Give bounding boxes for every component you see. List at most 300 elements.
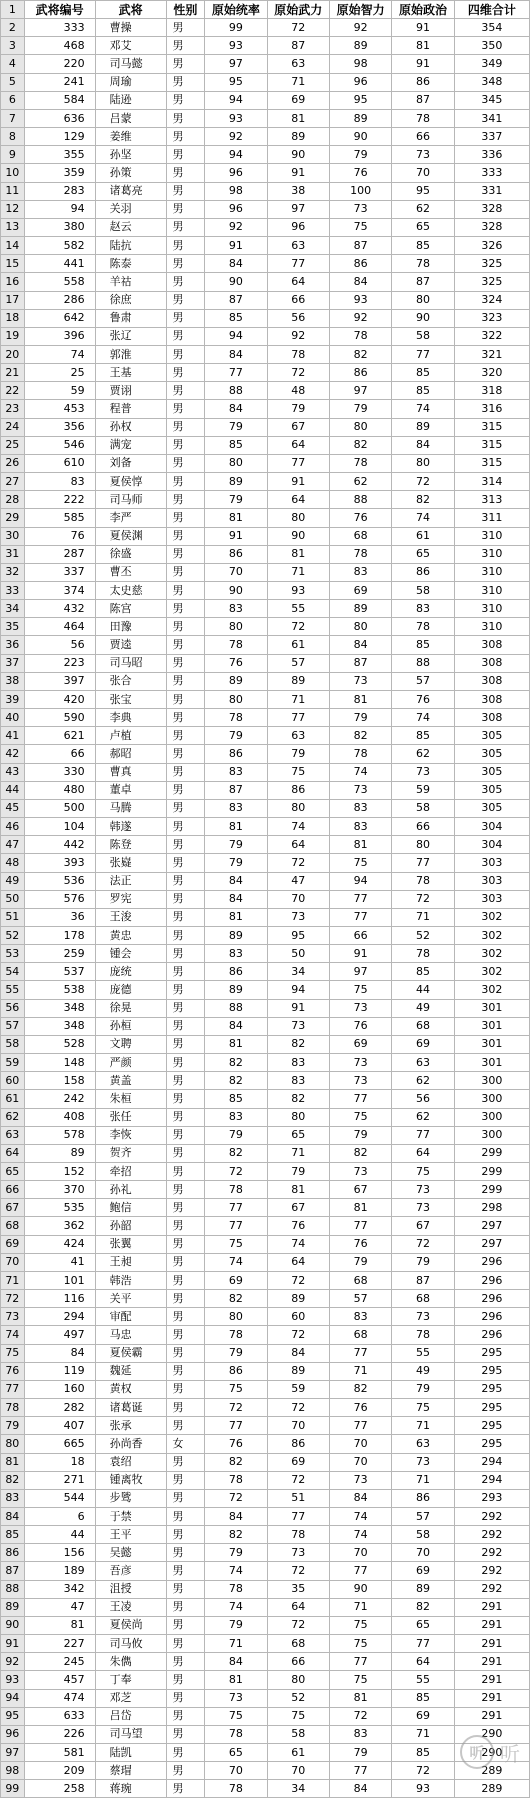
- cell-total[interactable]: 348: [454, 73, 529, 91]
- cell-total[interactable]: 310: [454, 600, 529, 618]
- cell-intellect[interactable]: 75: [329, 1616, 391, 1634]
- cell-total[interactable]: 303: [454, 854, 529, 872]
- cell-force[interactable]: 72: [267, 19, 329, 37]
- cell-intellect[interactable]: 73: [329, 200, 391, 218]
- cell-name[interactable]: 吕蒙: [95, 109, 166, 127]
- row-number[interactable]: 50: [1, 890, 25, 908]
- cell-gender[interactable]: 男: [166, 1417, 205, 1435]
- cell-total[interactable]: 296: [454, 1290, 529, 1308]
- cell-force[interactable]: 64: [267, 273, 329, 291]
- cell-total[interactable]: 291: [454, 1598, 529, 1616]
- cell-force[interactable]: 50: [267, 945, 329, 963]
- cell-gender[interactable]: 男: [166, 1707, 205, 1725]
- cell-id[interactable]: 538: [24, 981, 95, 999]
- cell-intellect[interactable]: 73: [329, 1163, 391, 1181]
- cell-politics[interactable]: 76: [392, 690, 454, 708]
- cell-total[interactable]: 295: [454, 1362, 529, 1380]
- cell-total[interactable]: 337: [454, 128, 529, 146]
- row-number[interactable]: 9: [1, 146, 25, 164]
- row-number[interactable]: 69: [1, 1235, 25, 1253]
- cell-name[interactable]: 于禁: [95, 1507, 166, 1525]
- cell-id[interactable]: 101: [24, 1271, 95, 1289]
- row-number[interactable]: 37: [1, 654, 25, 672]
- cell-id[interactable]: 610: [24, 454, 95, 472]
- cell-intellect[interactable]: 84: [329, 1489, 391, 1507]
- row-number[interactable]: 22: [1, 382, 25, 400]
- row-number[interactable]: 56: [1, 999, 25, 1017]
- cell-gender[interactable]: 男: [166, 1671, 205, 1689]
- row-number[interactable]: 16: [1, 273, 25, 291]
- cell-gender[interactable]: 男: [166, 73, 205, 91]
- cell-name[interactable]: 张辽: [95, 327, 166, 345]
- cell-command[interactable]: 95: [205, 73, 267, 91]
- cell-politics[interactable]: 95: [392, 182, 454, 200]
- cell-name[interactable]: 朱桓: [95, 1090, 166, 1108]
- cell-gender[interactable]: 男: [166, 218, 205, 236]
- cell-force[interactable]: 77: [267, 454, 329, 472]
- cell-politics[interactable]: 80: [392, 454, 454, 472]
- cell-command[interactable]: 78: [205, 1725, 267, 1743]
- cell-intellect[interactable]: 87: [329, 237, 391, 255]
- cell-politics[interactable]: 68: [392, 1290, 454, 1308]
- cell-name[interactable]: 徐盛: [95, 545, 166, 563]
- cell-name[interactable]: 韩浩: [95, 1271, 166, 1289]
- cell-total[interactable]: 295: [454, 1399, 529, 1417]
- row-number[interactable]: 94: [1, 1689, 25, 1707]
- cell-total[interactable]: 299: [454, 1163, 529, 1181]
- row-number[interactable]: 19: [1, 327, 25, 345]
- cell-total[interactable]: 324: [454, 291, 529, 309]
- cell-command[interactable]: 78: [205, 1580, 267, 1598]
- cell-name[interactable]: 邓芝: [95, 1689, 166, 1707]
- cell-id[interactable]: 584: [24, 91, 95, 109]
- row-number[interactable]: 44: [1, 781, 25, 799]
- cell-politics[interactable]: 88: [392, 654, 454, 672]
- cell-intellect[interactable]: 80: [329, 418, 391, 436]
- cell-force[interactable]: 72: [267, 1399, 329, 1417]
- cell-intellect[interactable]: 73: [329, 1072, 391, 1090]
- cell-name[interactable]: 蔡瑁: [95, 1762, 166, 1780]
- row-number[interactable]: 27: [1, 473, 25, 491]
- cell-gender[interactable]: 男: [166, 491, 205, 509]
- cell-force[interactable]: 73: [267, 908, 329, 926]
- cell-id[interactable]: 178: [24, 926, 95, 944]
- cell-name[interactable]: 王浚: [95, 908, 166, 926]
- cell-name[interactable]: 卢植: [95, 727, 166, 745]
- cell-name[interactable]: 曹操: [95, 19, 166, 37]
- cell-id[interactable]: 420: [24, 690, 95, 708]
- cell-command[interactable]: 79: [205, 1344, 267, 1362]
- cell-intellect[interactable]: 73: [329, 1471, 391, 1489]
- cell-name[interactable]: 牵招: [95, 1163, 166, 1181]
- cell-id[interactable]: 160: [24, 1380, 95, 1398]
- cell-command[interactable]: 70: [205, 563, 267, 581]
- cell-intellect[interactable]: 68: [329, 527, 391, 545]
- cell-intellect[interactable]: 72: [329, 1707, 391, 1725]
- cell-politics[interactable]: 86: [392, 73, 454, 91]
- cell-total[interactable]: 301: [454, 1035, 529, 1053]
- cell-name[interactable]: 法正: [95, 872, 166, 890]
- cell-id[interactable]: 282: [24, 1399, 95, 1417]
- cell-politics[interactable]: 70: [392, 1544, 454, 1562]
- cell-intellect[interactable]: 69: [329, 1035, 391, 1053]
- cell-id[interactable]: 578: [24, 1126, 95, 1144]
- row-number[interactable]: 18: [1, 309, 25, 327]
- cell-politics[interactable]: 73: [392, 1453, 454, 1471]
- cell-command[interactable]: 88: [205, 382, 267, 400]
- cell-name[interactable]: 庞德: [95, 981, 166, 999]
- cell-id[interactable]: 457: [24, 1671, 95, 1689]
- cell-name[interactable]: 孙策: [95, 164, 166, 182]
- cell-intellect[interactable]: 79: [329, 1253, 391, 1271]
- row-number[interactable]: 73: [1, 1308, 25, 1326]
- cell-command[interactable]: 84: [205, 1653, 267, 1671]
- cell-gender[interactable]: 男: [166, 345, 205, 363]
- cell-politics[interactable]: 85: [392, 963, 454, 981]
- cell-politics[interactable]: 71: [392, 1417, 454, 1435]
- cell-force[interactable]: 72: [267, 364, 329, 382]
- cell-command[interactable]: 75: [205, 1380, 267, 1398]
- cell-id[interactable]: 585: [24, 509, 95, 527]
- row-number[interactable]: 13: [1, 218, 25, 236]
- cell-gender[interactable]: 男: [166, 454, 205, 472]
- cell-id[interactable]: 500: [24, 799, 95, 817]
- cell-intellect[interactable]: 77: [329, 1653, 391, 1671]
- cell-gender[interactable]: 男: [166, 146, 205, 164]
- cell-command[interactable]: 93: [205, 109, 267, 127]
- cell-politics[interactable]: 78: [392, 872, 454, 890]
- row-number[interactable]: 76: [1, 1362, 25, 1380]
- cell-command[interactable]: 97: [205, 55, 267, 73]
- cell-command[interactable]: 79: [205, 1126, 267, 1144]
- cell-force[interactable]: 75: [267, 763, 329, 781]
- cell-politics[interactable]: 58: [392, 799, 454, 817]
- cell-id[interactable]: 536: [24, 872, 95, 890]
- cell-gender[interactable]: 男: [166, 182, 205, 200]
- cell-intellect[interactable]: 96: [329, 73, 391, 91]
- cell-name[interactable]: 张宝: [95, 690, 166, 708]
- cell-force[interactable]: 67: [267, 418, 329, 436]
- cell-gender[interactable]: 男: [166, 55, 205, 73]
- cell-intellect[interactable]: 62: [329, 473, 391, 491]
- cell-intellect[interactable]: 70: [329, 1544, 391, 1562]
- cell-gender[interactable]: 男: [166, 1635, 205, 1653]
- row-number[interactable]: 75: [1, 1344, 25, 1362]
- cell-id[interactable]: 558: [24, 273, 95, 291]
- cell-intellect[interactable]: 82: [329, 727, 391, 745]
- cell-gender[interactable]: 男: [166, 872, 205, 890]
- cell-gender[interactable]: 男: [166, 1689, 205, 1707]
- cell-name[interactable]: 张任: [95, 1108, 166, 1126]
- cell-intellect[interactable]: 78: [329, 545, 391, 563]
- cell-id[interactable]: 226: [24, 1725, 95, 1743]
- cell-politics[interactable]: 61: [392, 527, 454, 545]
- cell-name[interactable]: 李恢: [95, 1126, 166, 1144]
- row-number[interactable]: 66: [1, 1181, 25, 1199]
- cell-force[interactable]: 83: [267, 1054, 329, 1072]
- cell-force[interactable]: 65: [267, 1126, 329, 1144]
- cell-name[interactable]: 沮授: [95, 1580, 166, 1598]
- cell-politics[interactable]: 86: [392, 563, 454, 581]
- cell-total[interactable]: 310: [454, 618, 529, 636]
- cell-force[interactable]: 63: [267, 55, 329, 73]
- cell-gender[interactable]: 男: [166, 908, 205, 926]
- cell-intellect[interactable]: 79: [329, 1744, 391, 1762]
- row-number[interactable]: 24: [1, 418, 25, 436]
- cell-politics[interactable]: 64: [392, 1144, 454, 1162]
- cell-gender[interactable]: 男: [166, 1072, 205, 1090]
- cell-force[interactable]: 72: [267, 854, 329, 872]
- cell-id[interactable]: 209: [24, 1762, 95, 1780]
- cell-force[interactable]: 73: [267, 1544, 329, 1562]
- cell-total[interactable]: 300: [454, 1090, 529, 1108]
- cell-politics[interactable]: 73: [392, 146, 454, 164]
- cell-total[interactable]: 292: [454, 1507, 529, 1525]
- cell-total[interactable]: 320: [454, 364, 529, 382]
- cell-intellect[interactable]: 69: [329, 582, 391, 600]
- cell-force[interactable]: 97: [267, 200, 329, 218]
- cell-id[interactable]: 18: [24, 1453, 95, 1471]
- cell-id[interactable]: 94: [24, 200, 95, 218]
- cell-command[interactable]: 86: [205, 745, 267, 763]
- cell-name[interactable]: 徐晃: [95, 999, 166, 1017]
- column-header[interactable]: 原始统率: [205, 1, 267, 19]
- cell-force[interactable]: 64: [267, 1253, 329, 1271]
- cell-id[interactable]: 84: [24, 1344, 95, 1362]
- cell-command[interactable]: 77: [205, 364, 267, 382]
- cell-politics[interactable]: 69: [392, 1035, 454, 1053]
- cell-force[interactable]: 71: [267, 73, 329, 91]
- cell-id[interactable]: 633: [24, 1707, 95, 1725]
- cell-gender[interactable]: 男: [166, 582, 205, 600]
- cell-gender[interactable]: 男: [166, 1235, 205, 1253]
- cell-gender[interactable]: 男: [166, 1181, 205, 1199]
- cell-intellect[interactable]: 79: [329, 146, 391, 164]
- cell-id[interactable]: 156: [24, 1544, 95, 1562]
- cell-gender[interactable]: 男: [166, 273, 205, 291]
- cell-total[interactable]: 300: [454, 1072, 529, 1090]
- cell-name[interactable]: 李典: [95, 709, 166, 727]
- cell-politics[interactable]: 62: [392, 200, 454, 218]
- cell-command[interactable]: 94: [205, 327, 267, 345]
- cell-id[interactable]: 330: [24, 763, 95, 781]
- cell-politics[interactable]: 55: [392, 1671, 454, 1689]
- cell-command[interactable]: 70: [205, 1762, 267, 1780]
- row-number[interactable]: 88: [1, 1580, 25, 1598]
- cell-id[interactable]: 621: [24, 727, 95, 745]
- cell-force[interactable]: 72: [267, 618, 329, 636]
- cell-total[interactable]: 328: [454, 200, 529, 218]
- cell-id[interactable]: 222: [24, 491, 95, 509]
- cell-name[interactable]: 步骘: [95, 1489, 166, 1507]
- column-header[interactable]: 原始智力: [329, 1, 391, 19]
- cell-total[interactable]: 295: [454, 1417, 529, 1435]
- cell-force[interactable]: 71: [267, 563, 329, 581]
- cell-name[interactable]: 王昶: [95, 1253, 166, 1271]
- cell-command[interactable]: 80: [205, 1308, 267, 1326]
- cell-total[interactable]: 301: [454, 999, 529, 1017]
- cell-politics[interactable]: 80: [392, 836, 454, 854]
- cell-command[interactable]: 84: [205, 1507, 267, 1525]
- cell-id[interactable]: 283: [24, 182, 95, 200]
- cell-command[interactable]: 86: [205, 963, 267, 981]
- cell-name[interactable]: 蒋琬: [95, 1780, 166, 1798]
- cell-command[interactable]: 81: [205, 818, 267, 836]
- cell-total[interactable]: 291: [454, 1653, 529, 1671]
- cell-name[interactable]: 司马昭: [95, 654, 166, 672]
- cell-intellect[interactable]: 75: [329, 218, 391, 236]
- cell-name[interactable]: 诸葛诞: [95, 1399, 166, 1417]
- cell-total[interactable]: 314: [454, 473, 529, 491]
- cell-force[interactable]: 76: [267, 1217, 329, 1235]
- cell-force[interactable]: 80: [267, 509, 329, 527]
- cell-politics[interactable]: 71: [392, 908, 454, 926]
- cell-gender[interactable]: 男: [166, 200, 205, 218]
- cell-command[interactable]: 98: [205, 182, 267, 200]
- cell-name[interactable]: 韩遂: [95, 818, 166, 836]
- cell-name[interactable]: 孙权: [95, 418, 166, 436]
- cell-gender[interactable]: 男: [166, 436, 205, 454]
- cell-politics[interactable]: 75: [392, 1163, 454, 1181]
- row-number[interactable]: 45: [1, 799, 25, 817]
- cell-total[interactable]: 294: [454, 1453, 529, 1471]
- cell-command[interactable]: 79: [205, 1544, 267, 1562]
- row-number[interactable]: 14: [1, 237, 25, 255]
- cell-id[interactable]: 348: [24, 999, 95, 1017]
- cell-command[interactable]: 94: [205, 91, 267, 109]
- row-number[interactable]: 77: [1, 1380, 25, 1398]
- cell-politics[interactable]: 66: [392, 818, 454, 836]
- cell-name[interactable]: 黄忠: [95, 926, 166, 944]
- cell-command[interactable]: 87: [205, 781, 267, 799]
- cell-total[interactable]: 308: [454, 654, 529, 672]
- cell-intellect[interactable]: 82: [329, 1380, 391, 1398]
- cell-total[interactable]: 296: [454, 1253, 529, 1271]
- row-number[interactable]: 57: [1, 1017, 25, 1035]
- cell-gender[interactable]: 男: [166, 690, 205, 708]
- cell-id[interactable]: 528: [24, 1035, 95, 1053]
- cell-force[interactable]: 69: [267, 91, 329, 109]
- cell-politics[interactable]: 82: [392, 1598, 454, 1616]
- cell-command[interactable]: 77: [205, 1417, 267, 1435]
- row-number[interactable]: 65: [1, 1163, 25, 1181]
- cell-command[interactable]: 85: [205, 1090, 267, 1108]
- cell-intellect[interactable]: 68: [329, 1326, 391, 1344]
- row-number[interactable]: 39: [1, 690, 25, 708]
- cell-intellect[interactable]: 76: [329, 1017, 391, 1035]
- cell-force[interactable]: 82: [267, 1035, 329, 1053]
- cell-force[interactable]: 79: [267, 745, 329, 763]
- cell-total[interactable]: 298: [454, 1199, 529, 1217]
- cell-name[interactable]: 张承: [95, 1417, 166, 1435]
- cell-id[interactable]: 25: [24, 364, 95, 382]
- cell-force[interactable]: 63: [267, 727, 329, 745]
- cell-total[interactable]: 310: [454, 545, 529, 563]
- cell-name[interactable]: 严颜: [95, 1054, 166, 1072]
- cell-politics[interactable]: 59: [392, 781, 454, 799]
- cell-force[interactable]: 90: [267, 527, 329, 545]
- cell-id[interactable]: 362: [24, 1217, 95, 1235]
- cell-name[interactable]: 孙桓: [95, 1017, 166, 1035]
- cell-total[interactable]: 302: [454, 981, 529, 999]
- cell-total[interactable]: 292: [454, 1544, 529, 1562]
- cell-name[interactable]: 郭淮: [95, 345, 166, 363]
- row-number[interactable]: 71: [1, 1271, 25, 1289]
- cell-total[interactable]: 304: [454, 836, 529, 854]
- cell-intellect[interactable]: 100: [329, 182, 391, 200]
- cell-id[interactable]: 287: [24, 545, 95, 563]
- cell-force[interactable]: 38: [267, 182, 329, 200]
- column-header[interactable]: 原始政治: [392, 1, 454, 19]
- cell-politics[interactable]: 64: [392, 1653, 454, 1671]
- cell-name[interactable]: 司马懿: [95, 55, 166, 73]
- cell-intellect[interactable]: 76: [329, 1399, 391, 1417]
- cell-intellect[interactable]: 78: [329, 454, 391, 472]
- row-number[interactable]: 30: [1, 527, 25, 545]
- cell-force[interactable]: 92: [267, 327, 329, 345]
- row-number[interactable]: 46: [1, 818, 25, 836]
- cell-command[interactable]: 83: [205, 600, 267, 618]
- cell-gender[interactable]: 男: [166, 109, 205, 127]
- cell-gender[interactable]: 男: [166, 618, 205, 636]
- cell-politics[interactable]: 87: [392, 273, 454, 291]
- cell-name[interactable]: 张翼: [95, 1235, 166, 1253]
- cell-force[interactable]: 34: [267, 963, 329, 981]
- cell-politics[interactable]: 70: [392, 164, 454, 182]
- cell-intellect[interactable]: 90: [329, 128, 391, 146]
- cell-gender[interactable]: 男: [166, 854, 205, 872]
- cell-total[interactable]: 315: [454, 436, 529, 454]
- cell-force[interactable]: 55: [267, 600, 329, 618]
- row-number[interactable]: 85: [1, 1526, 25, 1544]
- cell-name[interactable]: 罗宪: [95, 890, 166, 908]
- cell-intellect[interactable]: 89: [329, 600, 391, 618]
- row-number[interactable]: 10: [1, 164, 25, 182]
- cell-name[interactable]: 黄盖: [95, 1072, 166, 1090]
- cell-force[interactable]: 68: [267, 1635, 329, 1653]
- cell-politics[interactable]: 80: [392, 291, 454, 309]
- cell-name[interactable]: 鲁肃: [95, 309, 166, 327]
- cell-gender[interactable]: 男: [166, 836, 205, 854]
- row-number[interactable]: 32: [1, 563, 25, 581]
- cell-force[interactable]: 80: [267, 1671, 329, 1689]
- column-header[interactable]: 四维合计: [454, 1, 529, 19]
- cell-total[interactable]: 291: [454, 1635, 529, 1653]
- cell-command[interactable]: 77: [205, 1217, 267, 1235]
- cell-id[interactable]: 116: [24, 1290, 95, 1308]
- cell-id[interactable]: 342: [24, 1580, 95, 1598]
- cell-politics[interactable]: 56: [392, 1090, 454, 1108]
- cell-id[interactable]: 407: [24, 1417, 95, 1435]
- cell-total[interactable]: 349: [454, 55, 529, 73]
- row-number[interactable]: 63: [1, 1126, 25, 1144]
- cell-name[interactable]: 文聘: [95, 1035, 166, 1053]
- cell-gender[interactable]: 男: [166, 400, 205, 418]
- cell-intellect[interactable]: 92: [329, 19, 391, 37]
- cell-gender[interactable]: 男: [166, 1489, 205, 1507]
- cell-id[interactable]: 158: [24, 1072, 95, 1090]
- cell-id[interactable]: 119: [24, 1362, 95, 1380]
- cell-intellect[interactable]: 75: [329, 981, 391, 999]
- cell-intellect[interactable]: 97: [329, 963, 391, 981]
- cell-gender[interactable]: 男: [166, 19, 205, 37]
- cell-command[interactable]: 71: [205, 1635, 267, 1653]
- cell-intellect[interactable]: 89: [329, 37, 391, 55]
- cell-intellect[interactable]: 90: [329, 1580, 391, 1598]
- cell-name[interactable]: 吕岱: [95, 1707, 166, 1725]
- cell-gender[interactable]: 男: [166, 1199, 205, 1217]
- cell-politics[interactable]: 71: [392, 1471, 454, 1489]
